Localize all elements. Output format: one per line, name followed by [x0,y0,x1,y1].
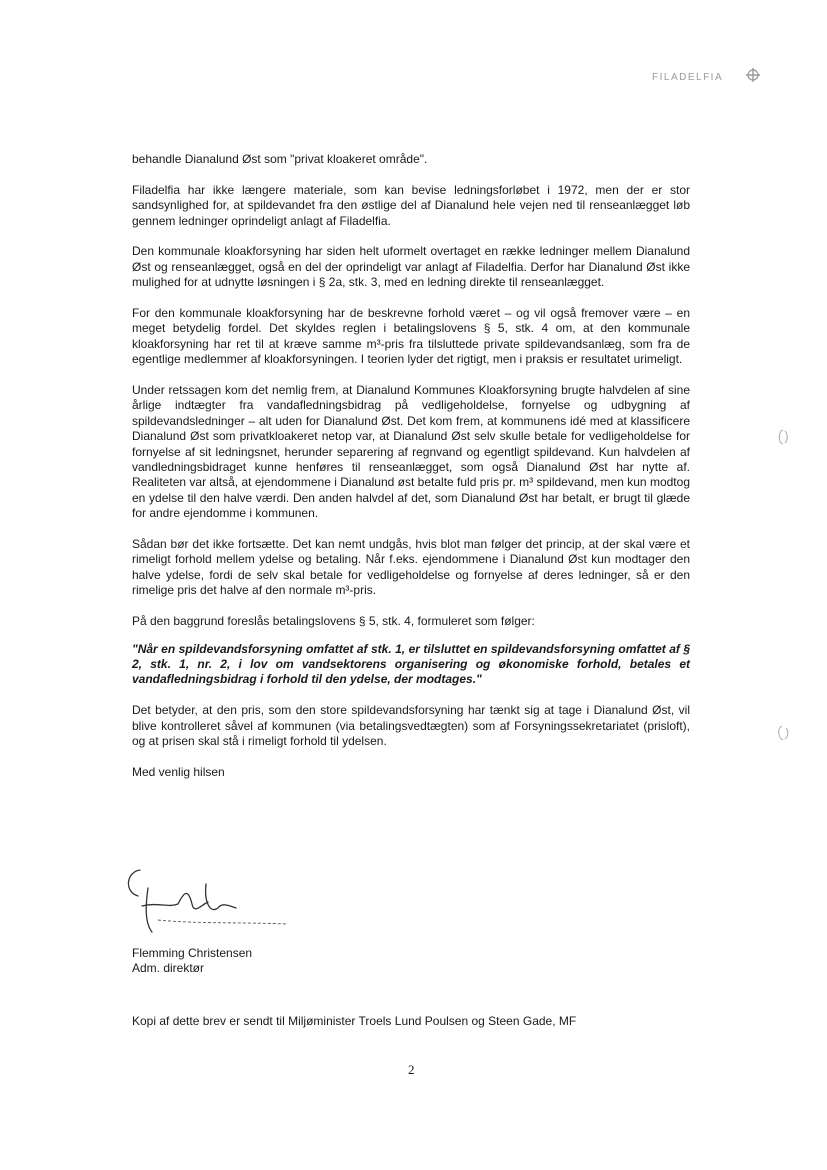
signature-block [132,946,252,976]
paragraph-3: Den kommunale kloakforsyning har siden helt uformelt overtaget en række ledninger mellem Dianalund Øst og renseanlægget, også en del der oprindeligt var anlagt af Filadelfia. Derfor har Dianalund Øst ikke mulighed for at udnytte løsningen i § 2a, stk. 3, med en ledning direkte til renseanlægget. [132,244,690,290]
handwritten-signature [118,862,298,942]
closing-paragraph: Det betyder, at den pris, som den store spildevandsforsyning har tænkt sig at tage i Dianalund Øst, vil blive kontrolleret såvel af kommunen (via betalingsvedtægten) som af Forsyningssekretariatet (prisloft), og at prisen skal stå i rimeligt forhold til ydelsen. [132,703,690,748]
signer-name: Flemming Christensen [132,946,253,960]
paragraph-1: behandle Dianalund Øst som "privat kloakeret område". [132,152,428,166]
paragraph-2: Filadelfia har ikke længere materiale, som kan bevise ledningsforløbet i 1972, men der er stor sandsynlighed for, at spildevandet fra den østlige del af Dianalund hele vejen ned til renseanlægget løb gennem ledninger oprindeligt anlagt af Filadelfia. [132,182,690,228]
paragraph-4: For den kommunale kloakforsyning har de beskrevne forhold været – og vil også fremover være – en meget betydelig fordel. Det skyldes reglen i betalingslovens § 5, stk. 4 om, at den kommunale kloakforsyning har ret til at kræve samme m³-pris fra tilsluttede private spildevandsanlæg, som fra de egentlige medlemmer af kloakforsyningen. I teorien lyder det rigtigt, men i praksis er resultatet urimeligt. [132,306,690,367]
copy-note: Kopi af dette brev er sendt til Miljøminister Troels Lund Poulsen og Steen Gade, MF [132,1014,577,1028]
paragraph-5: Under retssagen kom det nemlig frem, at Dianalund Kommunes Kloakforsyning brugte halvdelen af sine årlige indtægter fra vandafledningsbidrag på vedligeholdelse, fornyelse og udbygning af spildevandsledninger – alt uden for Dianalund Øst. Det kom frem, at kommunens idé med at klassificere Dianalund Øst som privatkloakeret netop var, at Dianalund Øst selv skulle betale for vedligeholdelse for fornyelse af sit ledningsnet, herunder separering af regnvand og egentligt spildevand. Kun halvdelen af vandledningsbidraget kunne henføres til renseanlægget, som også Dianalund Øst har nytte af. Realiteten var altså, at ejendommene i Dianalund øst betalte fuld pris pr. m³ spildevand, men kun modtog en ydelse til den halve værdi. Den anden halvdel af det, som Dianalund Øst har betalt, er brugt til glæde for andre ejendomme i kommunen. [132,383,690,521]
logo-cross-icon [744,66,762,84]
paragraph-7: På den baggrund foreslås betalingslovens § 5, stk. 4, formuleret som følger: [132,614,535,629]
salutation: Med venlig hilsen [132,764,225,779]
punch-hole-mark-icon [776,428,790,446]
paragraph-6: Sådan bør det ikke fortsætte. Det kan nemt undgås, hvis blot man følger det princip, at der skal være et rimeligt forhold mellem ydelse og betaling. Når f.eks. ejendommene i Dianalund Øst kun modtager den halve ydelse, fordi de selv skal betale for vedligeholdelse og fornyelse af deres ledninger, så er den rimelige pris det halve af den normale m³-pris. [132,537,690,598]
signer-title: Adm. direktør [132,961,205,975]
punch-hole-mark-icon [776,724,790,742]
letter-body [132,152,690,796]
proposed-law-quote: "Når en spildevandsforsyning omfattet af stk. 1, er tilsluttet en spildevandsforsyning omfattet af § 2, stk. 1, nr. 2, i lov om vandsektorens organisering og økonomiske forhold, betales et vandafledningsbidrag i forhold til den ydelse, der modtages." [132,641,690,687]
letterhead-logo: FILADELFIA [652,72,724,83]
page-number: 2 [408,1062,415,1077]
